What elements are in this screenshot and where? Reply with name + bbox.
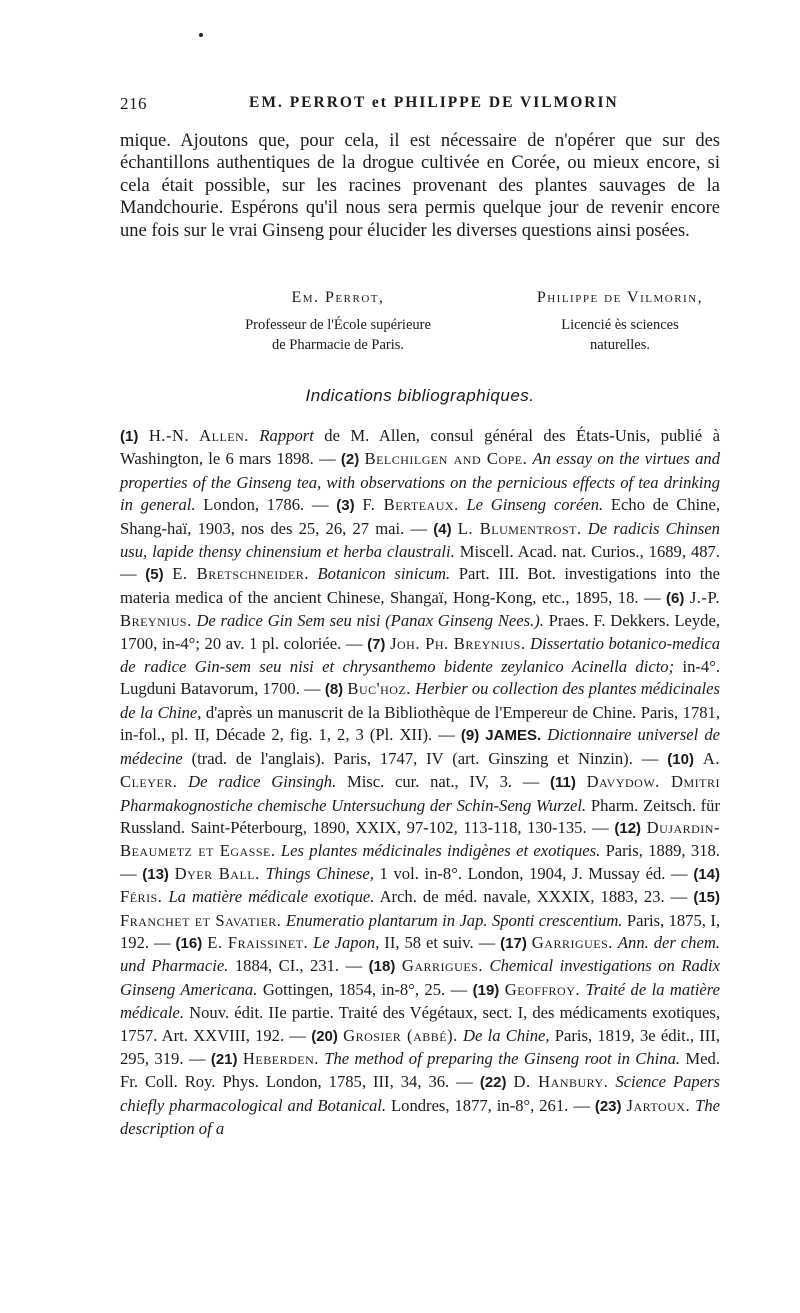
reference-number: (10)	[667, 750, 694, 768]
reference-author: Grosier (abbé).	[343, 1025, 458, 1045]
reference-title: Science Papers chiefly pharmacological and Botanical.	[120, 1072, 721, 1115]
reference-number: (21)	[210, 1050, 238, 1068]
reference-title: Traité de la matière médicale.	[120, 979, 720, 1023]
reference-author: Belchilgen and Cope.	[364, 449, 528, 469]
reference-title: De la Chine,	[463, 1025, 550, 1045]
reference-author: F. Berteaux.	[362, 495, 459, 515]
reference-details: Miscell. Acad. nat. Curios., 1689, 487. —	[120, 542, 720, 584]
reference-author: L. Blumentrost.	[457, 518, 582, 538]
reference-number: (1)	[120, 428, 139, 445]
reference-author: E. Fraissinet.	[207, 932, 309, 952]
reference-title: De radice Gin Sem seu nisi (Panax Ginseng Nees.).	[196, 611, 544, 631]
reference-author: Garrigues.	[401, 956, 483, 976]
reference-author: Garrigues.	[531, 932, 613, 952]
reference-author: Heberden.	[242, 1048, 319, 1068]
reference-details: in-4°. Lugduni Batavorum, 1700. —	[120, 657, 720, 699]
page-number: 216	[120, 94, 147, 113]
reference-title: Dictionnaire universel de médecine	[120, 725, 721, 768]
reference-title: Le Japon,	[313, 932, 380, 952]
intro-paragraph	[120, 130, 720, 242]
reference-item	[142, 864, 687, 883]
reference-details: Med. Fr. Coll. Roy. Phys. London, 1785, III, 34, 36. —	[120, 1048, 720, 1092]
reference-author: Davydow. Dmitri	[586, 772, 720, 792]
reference-author: Geoffroy.	[504, 979, 581, 999]
reference-details: d'après un manuscrit de la Bibliothèque de l'Empereur de Chine. Paris, 1781, in-fol., pl. II, Décade 2, fig. 1, 2, 3 (Pl. XII). —	[120, 702, 720, 745]
reference-details: Paris, 1889, 318. —	[120, 841, 720, 883]
reference-title: Botanicon sinicum.	[317, 564, 451, 584]
signature-perrot	[208, 287, 468, 355]
reference-title: Dissertatio botanico-medica de radice Gin-sem seu nisi et chrysanthemo bidente zeylanico Acinella dicto;	[120, 633, 721, 677]
signature-vilmorin	[490, 287, 750, 355]
reference-list	[120, 425, 720, 1141]
reference-author: Jartoux.	[626, 1095, 691, 1115]
signature-role-line: Professeur de l'École supérieure	[245, 317, 431, 333]
reference-number: (14)	[693, 865, 720, 883]
reference-title: Herbier ou collection des plantes médicinales de la Chine,	[120, 679, 720, 722]
reference-title: Les plantes médicinales indigènes et exotiques.	[280, 841, 601, 861]
reference-number: (16)	[175, 934, 203, 952]
reference-author: Dyer Ball.	[174, 863, 260, 883]
reference-title: Enumeratio plantarum in Jap. Sponti crescentium.	[285, 910, 623, 930]
reference-title: De radicis Chinsen usu, lapide thensy chinensium et herba claustrali.	[120, 518, 720, 562]
reference-title: Chemical investigations on Radix Ginseng Americana.	[120, 956, 721, 999]
bibliography-heading: Indications bibliographiques.	[305, 386, 535, 405]
reference-details: 1884, CI., 231. —	[234, 956, 363, 976]
reference-details: 1 vol. in-8°. London, 1904, J. Mussay éd. —	[379, 863, 688, 883]
reference-details: Part. III. Bot. investigations into the materia medica of the ancient Chinese, Shangaï, Hong-Kong, etc., 1895, 18. —	[120, 564, 720, 607]
reference-number: (11)	[550, 774, 576, 792]
intro-text: mique. Ajoutons que, pour cela, il est nécessaire de n'opérer que sur des échantillons authentiques de la drogue cultivée en Corée, ou mieux encore, si cela était possible, sur les racines provenant des plantes sauvages de la Mandchourie. Espérons qu'il nous sera permis quelque jour de revenir encore une fois sur le vrai Ginseng pour élucider les diverses questions ainsi posées.	[120, 131, 720, 241]
signature-name: Em. Perrot,	[291, 289, 385, 306]
reference-title: An essay on the virtues and properties of the Ginseng tea, with observations on the pernicious effects of tea drinking in general.	[120, 449, 721, 515]
reference-details: Paris, 1819, 3e édit., III, 295, 319. —	[120, 1025, 721, 1068]
reference-title: La matière médicale exotique.	[168, 887, 375, 907]
reference-item	[120, 564, 720, 606]
reference-author: Buc'hoz.	[347, 679, 411, 699]
signature-role-line: Licencié ès sciences	[561, 317, 679, 333]
reference-number: (9)	[460, 727, 480, 745]
reference-title: The description of a	[120, 1095, 721, 1139]
page-header	[120, 94, 720, 118]
reference-details: Gottingen, 1854, in-8°, 25. —	[262, 979, 468, 999]
reference-details: Pharm. Zeitsch. für Russland. Saint-Péterbourg, 1890, XXIX, 97-102, 113-118, 130-135. —	[120, 795, 720, 837]
reference-number: (13)	[142, 865, 169, 883]
reference-number: (20)	[311, 1027, 338, 1045]
bibliography	[120, 425, 720, 1141]
reference-title: Le Ginseng coréen.	[466, 495, 604, 515]
reference-title: The method of preparing the Ginseng root in China.	[324, 1048, 681, 1068]
reference-title: Things Chinese,	[265, 863, 374, 883]
reference-author: Dujardin-Beaumetz et Egasse.	[120, 817, 720, 861]
reference-details: (trad. de l'anglais). Paris, 1747, IV (art. Ginszing et Ninzin). —	[191, 748, 659, 768]
running-head: EM. PERROT et PHILIPPE DE VILMORIN	[249, 94, 619, 111]
signature-role-line: de Pharmacie de Paris.	[271, 337, 405, 353]
reference-number: (4)	[433, 520, 452, 538]
reference-number: (8)	[324, 681, 344, 699]
reference-number: (15)	[693, 889, 721, 907]
reference-author: JAMES.	[485, 727, 542, 745]
reference-author: D. Hanbury.	[513, 1072, 609, 1092]
reference-number: (19)	[472, 981, 500, 999]
reference-details: Arch. de méd. navale, XXXIX, 1883, 23. —	[379, 887, 688, 907]
reference-number: (2)	[340, 451, 360, 469]
reference-details: Echo de Chine, Shang-haï, 1903, nos des 25, 26, 27 mai. —	[120, 495, 720, 538]
signature-name: Philippe de Vilmorin,	[536, 289, 704, 306]
reference-details: Praes. F. Dekkers. Leyde, 1700, in-4°; 20 av. 1 pl. coloriée. —	[120, 611, 720, 653]
reference-title: Ann. der chem. und Pharmacie.	[120, 932, 720, 976]
reference-number: (3)	[336, 497, 355, 515]
signature-role	[490, 315, 750, 355]
reference-author: J.-P. Breynius.	[120, 587, 720, 631]
reference-author: Féris.	[120, 887, 163, 907]
reference-details: London, 1786. —	[203, 495, 329, 515]
reference-number: (22)	[479, 1074, 507, 1092]
signature-role-line: naturelles.	[590, 337, 650, 353]
reference-number: (6)	[666, 589, 685, 607]
reference-details: Paris, 1875, I, 192. —	[120, 910, 720, 952]
reference-author: E. Bretschneider.	[172, 564, 309, 584]
ink-dot	[199, 33, 203, 37]
reference-number: (17)	[500, 934, 527, 952]
reference-number: (5)	[145, 566, 164, 584]
reference-title: Pharmakognostiche chemische Untersuchung der Schin-Seng Wurzel.	[120, 795, 587, 815]
reference-author: H.-N. Allen.	[148, 426, 249, 445]
reference-details: Misc. cur. nat., IV, 3. —	[346, 772, 540, 792]
reference-details: Nouv. édit. IIe partie. Traité des Végétaux, sect. I, des médicaments exotiques, 1757. Art. XXVIII, 192. —	[120, 1003, 720, 1045]
reference-number: (18)	[368, 958, 396, 976]
signature-role	[208, 315, 468, 355]
reference-details: Londres, 1877, in-8°, 261. —	[391, 1095, 590, 1115]
reference-title: De radice Ginsingh.	[188, 772, 337, 792]
reference-item	[176, 933, 496, 952]
reference-number: (7)	[367, 635, 386, 653]
reference-details: de M. Allen, consul général des États-Unis, publié à Washington, le 6 mars 1898. —	[120, 426, 720, 469]
reference-author: Franchet et Savatier.	[120, 910, 282, 930]
reference-title: Rapport	[259, 426, 314, 445]
reference-number: (23)	[594, 1097, 622, 1115]
reference-details: II, 58 et suiv. —	[384, 932, 496, 952]
reference-number: (12)	[614, 819, 642, 837]
reference-author: A. Cleyer.	[120, 748, 720, 792]
reference-author: Joh. Ph. Breynius.	[390, 633, 526, 653]
